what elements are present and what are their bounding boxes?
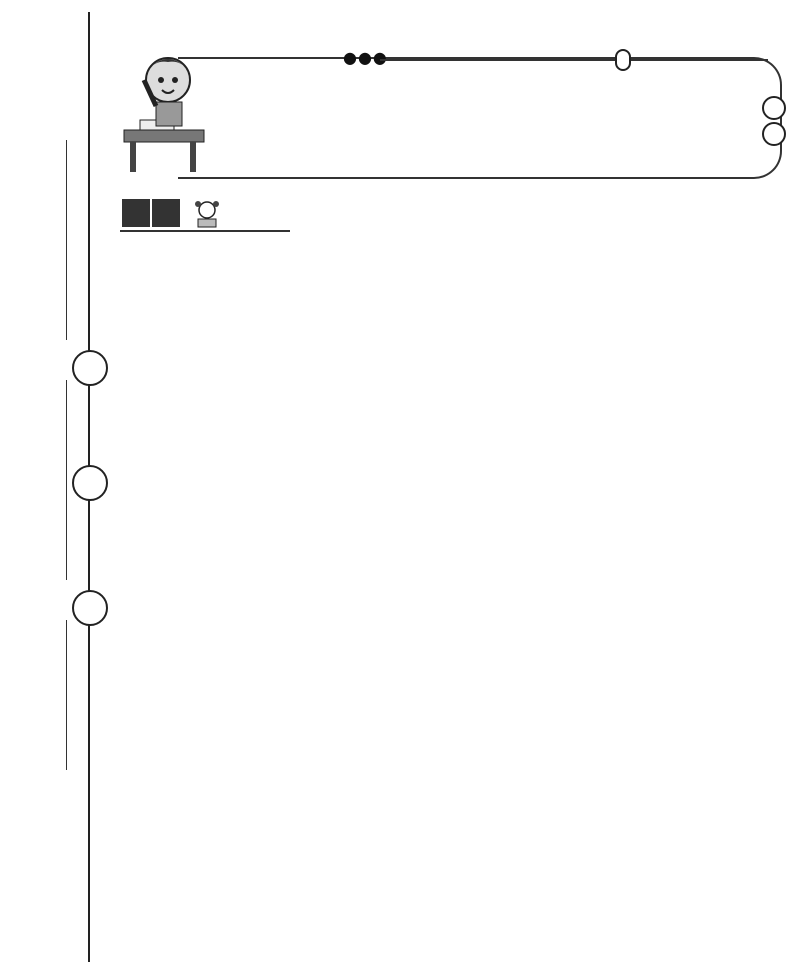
grade-tag (615, 49, 631, 71)
header-frame (178, 57, 782, 179)
binding-dash (66, 620, 67, 770)
header-rule (380, 59, 768, 61)
banner-box (122, 199, 150, 227)
binding-mark-line (72, 350, 108, 386)
brand-dots: ●●● (343, 48, 388, 67)
girl-icon (192, 198, 222, 228)
banner-underline (120, 226, 290, 232)
section-banner (122, 198, 222, 228)
subject-char (762, 122, 786, 146)
binding-mark-seal (72, 465, 108, 501)
banner-box (152, 199, 180, 227)
subject-badge (762, 96, 788, 148)
binding-mark-secret (72, 590, 108, 626)
binding-dash (66, 140, 67, 340)
binding-dash (66, 380, 67, 580)
subject-char (762, 96, 786, 120)
student-illustration (120, 40, 215, 175)
